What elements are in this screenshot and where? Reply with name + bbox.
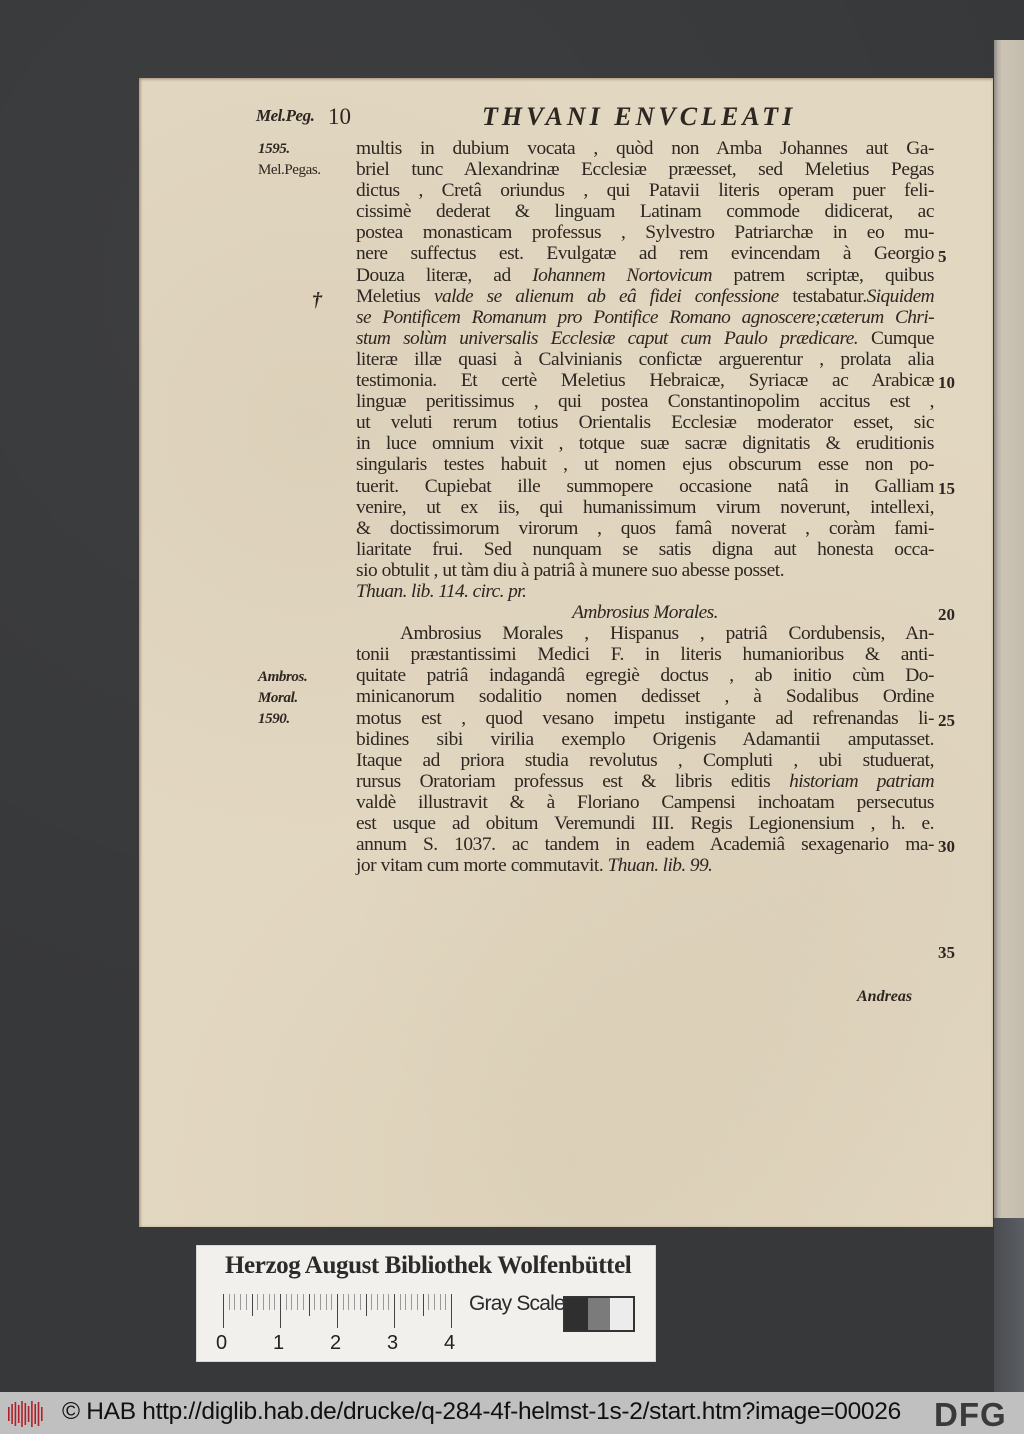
ruler-label: 4	[444, 1332, 456, 1354]
text-line: & doctissimorum virorum , quos famâ noverat , coràm fami-	[356, 517, 934, 539]
ruler	[223, 1294, 455, 1330]
text-line: Meletius valde se alienum ab eâ fidei confessione testabatur.Siquidem	[356, 285, 935, 307]
margin-note: 1595.	[258, 141, 290, 157]
gray-swatch	[565, 1298, 588, 1330]
text-line: venire, ut ex iis, qui humanissimum virum noverunt, intellexi,	[356, 496, 934, 518]
text-line: literæ illæ quasi à Calvinianis confictæ arguerentur , prolata alia	[356, 348, 934, 370]
text-line: testimonia. Et certè Meletius Hebraicæ, Syriacæ ac Arabicæ	[356, 370, 934, 392]
text-line: briel tunc Alexandrinæ Ecclesiæ præesset, sed Meletius Pegas	[356, 159, 934, 181]
gray-scale-label: Gray Scale	[469, 1292, 565, 1315]
margin-note: Ambros.	[258, 668, 308, 685]
ruler-label: 0	[216, 1332, 228, 1354]
text-line: ut veluti rerum totius Orientalis Ecclesiæ moderator esset, sic	[356, 412, 934, 434]
text-line: Ambrosius Morales.	[572, 602, 718, 624]
text-line: cissimè dederat & linguam Latinam commode didicerat, ac	[356, 201, 934, 223]
library-name: Herzog August Bibliothek Wolfenbüttel	[225, 1252, 632, 1279]
running-head-margin-note: Mel.Peg.	[256, 106, 315, 125]
text-line: Ambrosius Morales , Hispanus , patriâ Cordubensis, An-	[400, 623, 934, 645]
page-body-text	[356, 138, 934, 876]
copyright-url[interactable]: © HAB http://diglib.hab.de/drucke/q-284-4f-helmst-1s-2/start.htm?image=00026	[62, 1398, 901, 1425]
text-line: liaritate frui. Sed nunquam se satis digna aut honesta occa-	[356, 538, 934, 560]
text-line: multis in dubium vocata , quòd non Amba Johannes aut Ga-	[356, 138, 934, 159]
text-line: sio obtulit , ut tàm diu à patriâ à munere suo abesse posset.	[356, 559, 785, 581]
text-line: quitate patriâ indagandâ egregiè doctus , ab initio cùm Do-	[356, 665, 934, 687]
gray-swatch	[610, 1298, 633, 1330]
text-line: est usque ad obitum Veremundi III. Regis Legionensium , h. e.	[356, 813, 934, 834]
text-line: nere suffectus est. Evulgatæ ad rem evincendam à Georgio	[356, 243, 934, 265]
dfg-logo-icon: DFG	[934, 1396, 1007, 1433]
line-number: 30	[938, 837, 955, 857]
gray-swatch	[588, 1298, 611, 1330]
text-line: valdè illustravit & à Floriano Campensi inchoatam persecutus	[356, 791, 934, 813]
text-line: se Pontificem Romanum pro Pontifice Romano agnoscere;cæterum Chri-	[356, 306, 934, 328]
line-number: 25	[938, 710, 955, 730]
text-line: Itaque ad priora studia revolutus , Compluti , ubi studuerat,	[356, 749, 934, 771]
text-line: Thuan. lib. 114. circ. pr.	[356, 580, 527, 602]
margin-note: Moral.	[258, 689, 298, 706]
text-line: tuerit. Cupiebat ille summopere occasione natâ in Galliam	[356, 475, 934, 497]
text-line: linguæ peritissimus , qui postea Constantinopolim accitus est ,	[356, 391, 934, 413]
color-scale-card	[196, 1245, 656, 1362]
gray-scale-swatches	[563, 1296, 635, 1332]
ruler-label: 2	[330, 1332, 342, 1354]
line-number: 5	[938, 246, 947, 266]
line-number: 35	[938, 942, 955, 962]
ruler-label: 3	[387, 1332, 399, 1354]
hab-logo-icon	[6, 1400, 46, 1428]
text-line: jor vitam cum morte commutavit. Thuan. lib. 99.	[356, 855, 713, 877]
margin-note: 1590.	[258, 710, 290, 727]
line-number: 15	[938, 478, 955, 498]
adjacent-page-edge	[994, 40, 1024, 1392]
catchword: Andreas	[857, 988, 913, 1005]
text-line: motus est , quod vesano impetu instigante ad refrenandas li-	[356, 707, 934, 729]
text-line: tonii præstantissimi Medici F. in literis humanioribus & anti-	[356, 644, 934, 666]
text-line: bidines sibi virilia exemplo Origenis Adamantii amputasset.	[356, 728, 934, 750]
line-number: 20	[938, 605, 955, 625]
line-number: 10	[938, 373, 955, 393]
margin-note: Mel.Pegas.	[258, 162, 321, 179]
text-line: Douza literæ, ad Iohannem Nortovicum patrem scriptæ, quibus	[356, 264, 934, 286]
text-line: stum solùm universalis Ecclesiæ caput cum Paulo prædicare. Cumque	[356, 327, 935, 349]
text-line: minicanorum sodalitio nomen dedisset , à Sodalibus Ordine	[356, 686, 934, 708]
text-line: rursus Oratoriam professus est & libris editis historiam patriam	[356, 770, 934, 792]
ruler-label: 1	[273, 1332, 285, 1354]
page-number: 10	[328, 104, 351, 129]
running-head	[0, 104, 1024, 134]
text-line: singularis testes habuit , ut nomen ejus obscurum esse non po-	[356, 454, 934, 476]
text-line: in luce omnium vixit , totque suæ sacræ dignitatis & eruditionis	[356, 433, 934, 455]
text-line: annum S. 1037. ac tandem in eadem Academiâ sexagenario ma-	[356, 834, 934, 856]
running-title: THVANI ENVCLEATI	[482, 102, 797, 131]
text-line: postea monasticam professus , Sylvestro Patriarchæ in eo mu-	[356, 222, 934, 244]
text-line: dictus , Cretâ oriundus , qui Patavii literis operam puer feli-	[356, 180, 934, 202]
margin-note: †	[312, 288, 322, 311]
footer-bar	[0, 1392, 1024, 1434]
